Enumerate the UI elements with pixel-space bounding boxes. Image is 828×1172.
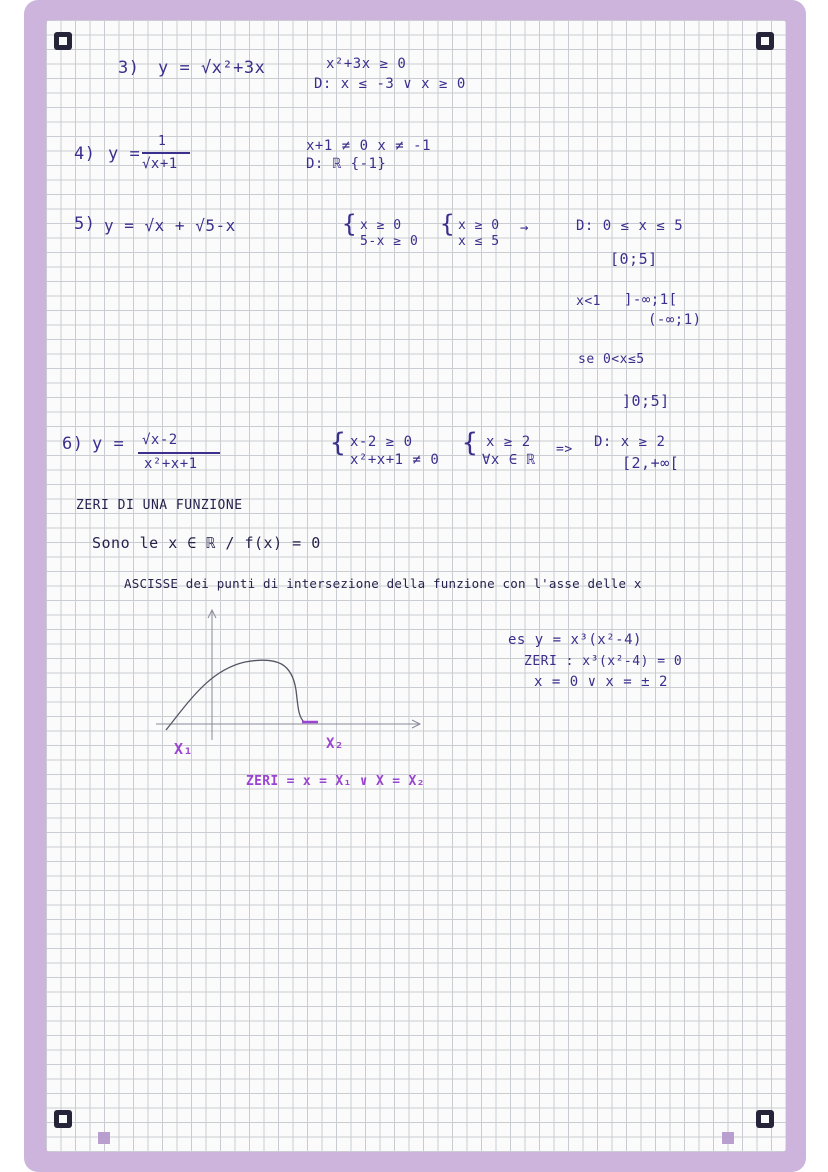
ex4-y: y = — [108, 144, 141, 164]
ex5-brace-1: { — [342, 210, 357, 238]
zeri-definition: Sono le x ∈ ℝ / f(x) = 0 — [92, 534, 321, 552]
ex6-system2-a: x ≥ 2 — [486, 434, 531, 450]
ex5-function: y = √x + √5-x — [104, 216, 236, 235]
ex5-note-5: ]0;5] — [622, 392, 670, 410]
ex6-brace-2: { — [462, 428, 479, 458]
ex5-note-1: x<1 — [576, 294, 601, 309]
ex5-domain: D: 0 ≤ x ≤ 5 — [576, 218, 684, 234]
ex4-numerator: 1 — [158, 134, 167, 149]
ex6-system2-b: ∀x ∈ ℝ — [482, 452, 536, 468]
graph-label-x1: X₁ — [174, 740, 194, 758]
ex4-condition: x+1 ≠ 0 x ≠ -1 — [306, 138, 432, 154]
ex5-arrow: → — [520, 220, 529, 236]
ex4-domain: D: ℝ {-1} — [306, 156, 387, 172]
ex6-denominator: x²+x+1 — [144, 456, 198, 472]
ex3-label: 3) — [118, 58, 140, 78]
ex5-system2-b: x ≤ 5 — [458, 234, 500, 249]
ex6-numerator: √x-2 — [142, 432, 178, 448]
ex5-system1-b: 5-x ≥ 0 — [360, 234, 419, 249]
ex5-interval: [0;5] — [610, 250, 658, 268]
zeri-description: ASCISSE dei punti di intersezione della funzione con l'asse delle x — [124, 576, 642, 591]
ex6-brace-1: { — [330, 428, 347, 458]
ex3-function: y = √x²+3x — [158, 58, 266, 78]
ex4-label: 4) — [74, 144, 96, 164]
ex6-y: y = — [92, 434, 125, 454]
zeri-title: ZERI DI UNA FUNZIONE — [76, 498, 243, 513]
ex5-note-2: ]-∞;1[ — [624, 292, 678, 308]
ex5-note-4: se 0<x≤5 — [578, 352, 645, 367]
ex6-implies: => — [556, 442, 573, 457]
graph-curve — [166, 660, 304, 730]
zeri-example-2: ZERI : x³(x²-4) = 0 — [524, 654, 683, 669]
ex5-brace-2: { — [440, 210, 455, 238]
ex5-label: 5) — [74, 214, 96, 234]
ex6-interval: [2,+∞[ — [622, 454, 680, 472]
zeri-example-3: x = 0 ∨ x = ± 2 — [534, 674, 668, 690]
ex5-system1-a: x ≥ 0 — [360, 218, 402, 233]
ex6-system1-a: x-2 ≥ 0 — [350, 434, 413, 450]
ex6-label: 6) — [62, 434, 84, 454]
ex3-domain: D: x ≤ -3 ∨ x ≥ 0 — [314, 76, 466, 92]
graph-label-x2: X₂ — [326, 736, 344, 752]
ex6-domain: D: x ≥ 2 — [594, 434, 666, 450]
ex4-denominator: √x+1 — [142, 156, 178, 172]
ex6-system1-b: x²+x+1 ≠ 0 — [350, 452, 440, 468]
ex5-system2-a: x ≥ 0 — [458, 218, 500, 233]
ex3-condition: x²+3x ≥ 0 — [326, 56, 407, 72]
ex5-note-3: (-∞;1) — [648, 312, 702, 328]
zeri-example-1: es y = x³(x²-4) — [508, 632, 642, 648]
zeri-caption: ZERI = x = X₁ ∨ X = X₂ — [246, 774, 425, 789]
